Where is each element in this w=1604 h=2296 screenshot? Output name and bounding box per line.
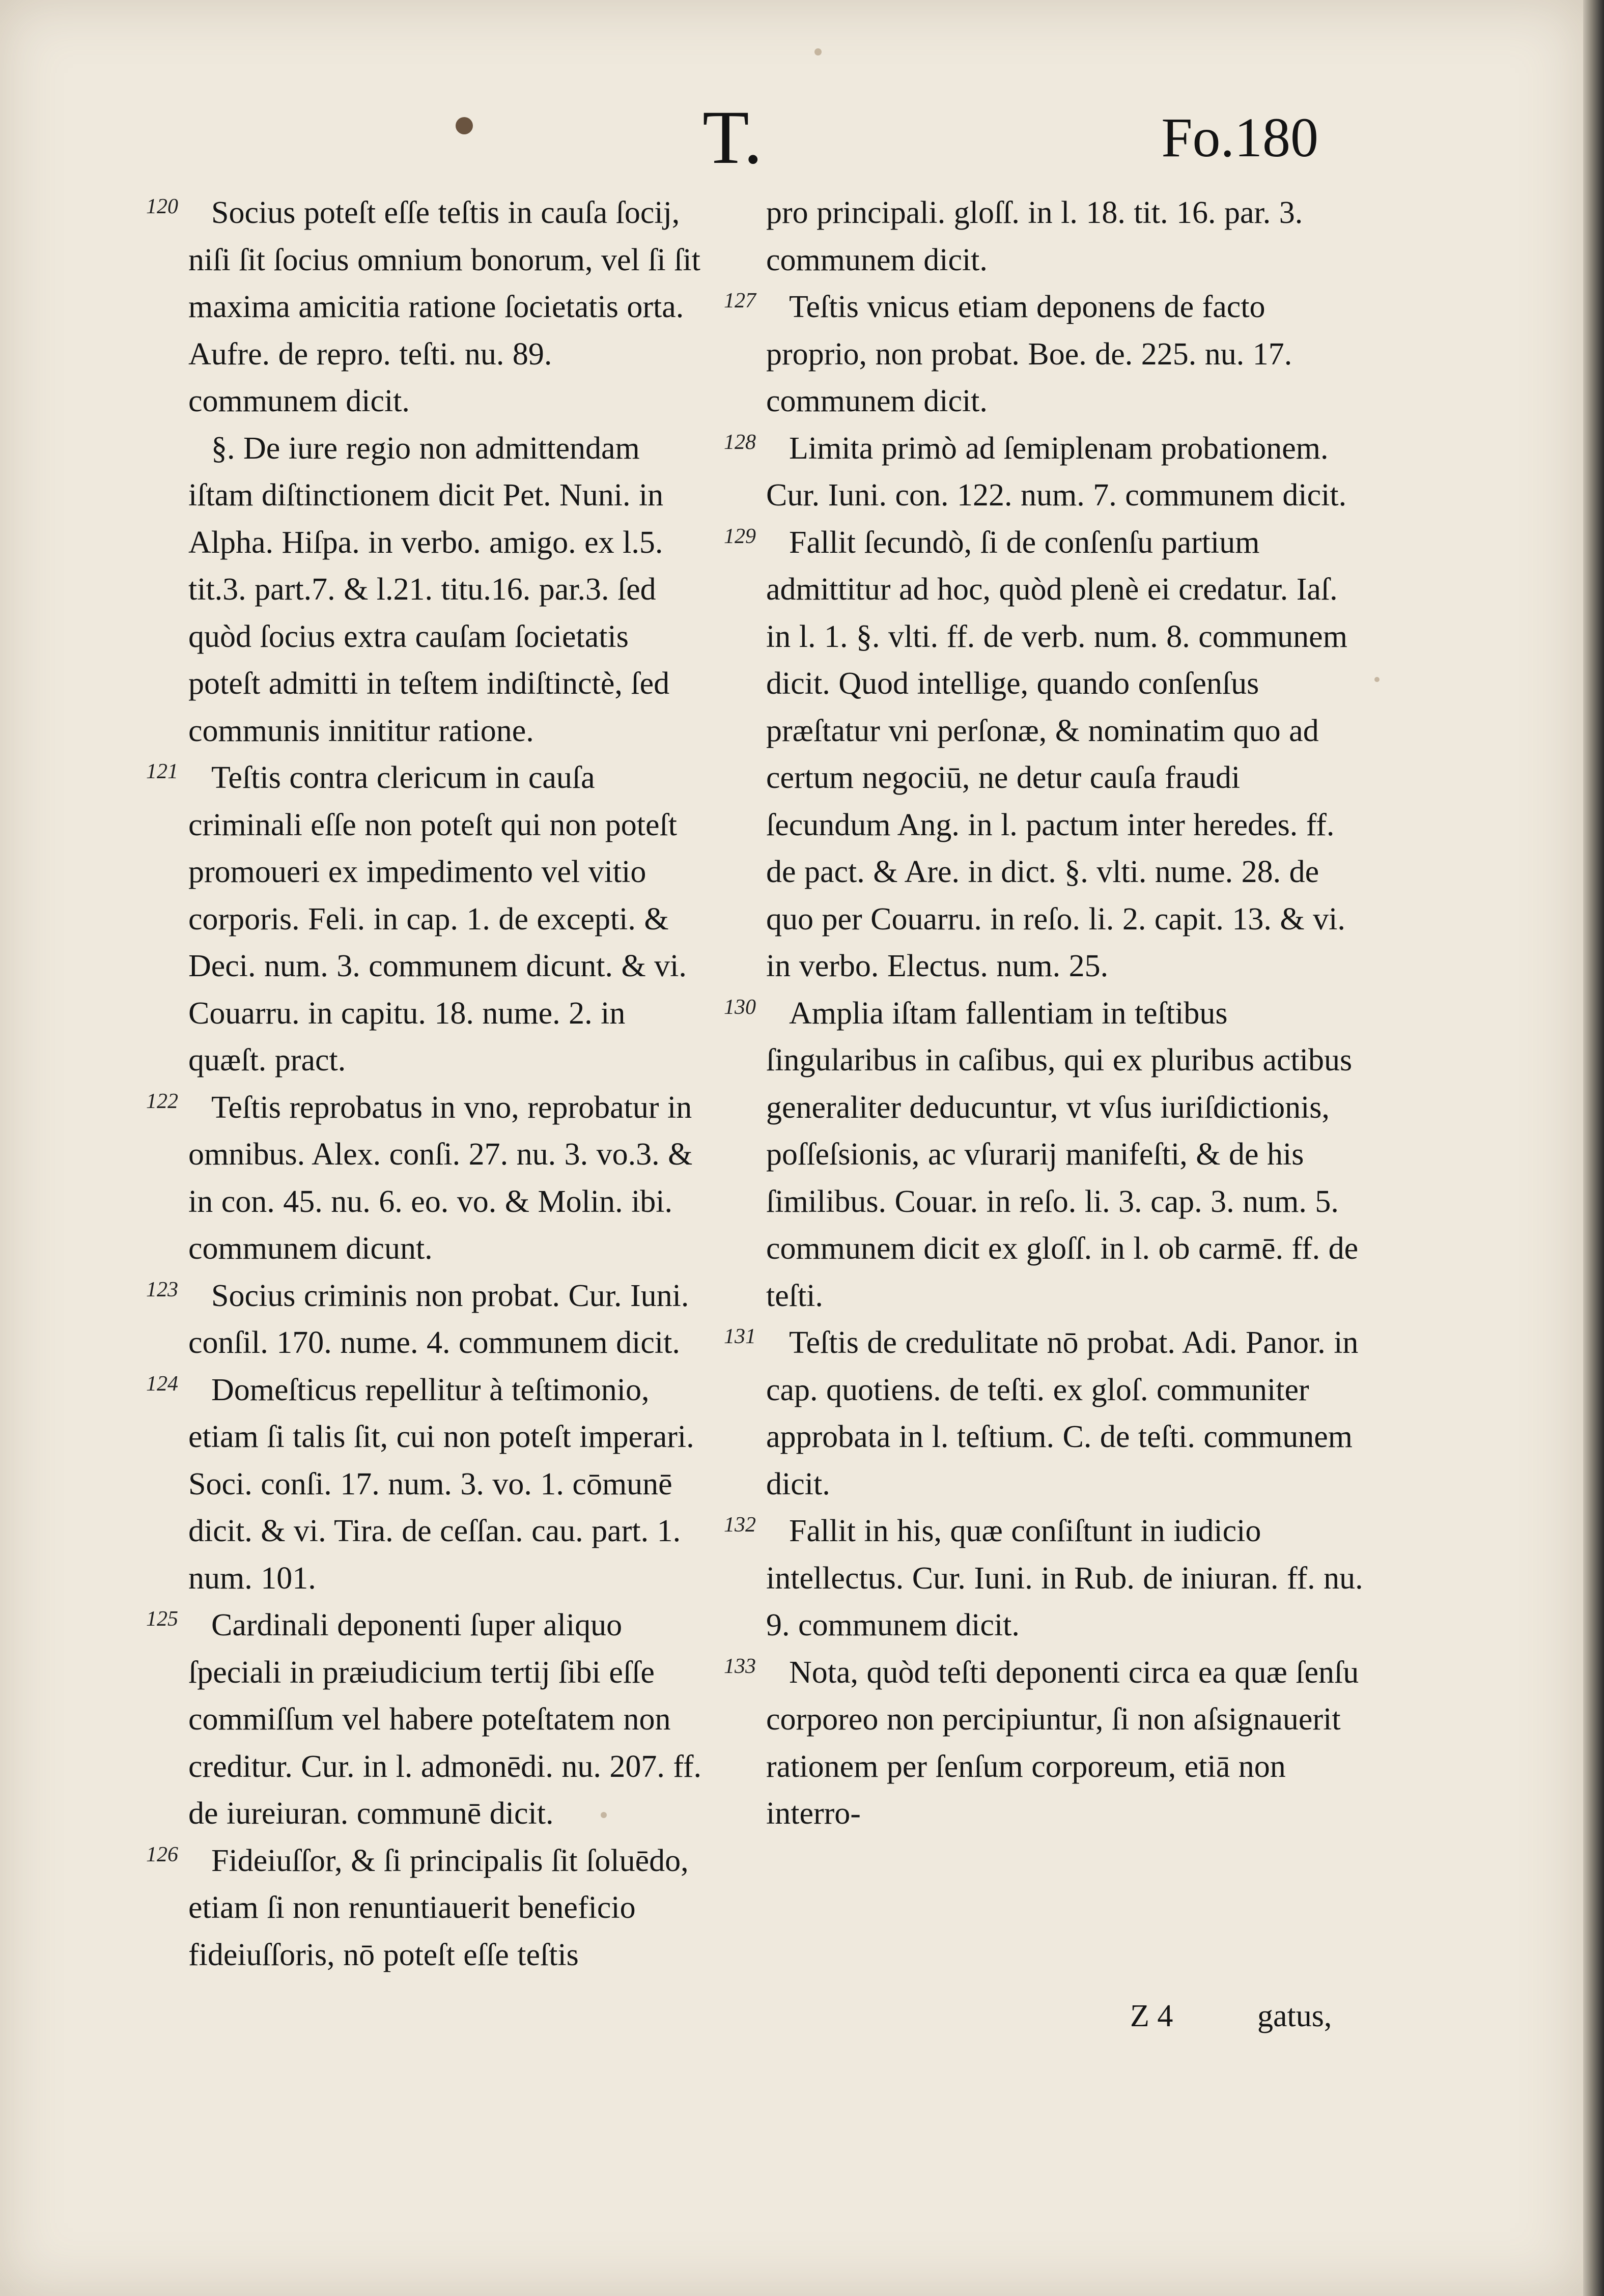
entry-text: Domeſticus repellitur à teſtimonio, etiam ſi talis ſit, cui non poteſt imperari. Soci. conſi. 17. num. 3. vo. 1. cōmunē dicit. & vi. Tira. de ceſſan. cau. part. 1. num. 101. bbox=[188, 1372, 694, 1596]
entry-text: Fallit ſecundò, ſi de conſenſu partium admittitur ad hoc, quòd plenè ei credatur. Iaſ. in l. 1. §. vlti. ff. de verb. num. 8. communem dicit. Quod intellige, quando conſenſus præſtatur vni perſonæ, & nominatim quo ad certum negociū, ne detur cauſa fraudi ſecundum Ang. in l. pactum inter heredes. ff. de pact. & Are. in dict. §. vlti. nume. 28. de quo per Couarru. in reſo. li. 2. capit. 13. & vi. in verbo. Electus. num. 25. bbox=[766, 525, 1347, 983]
catchword: gatus, bbox=[1257, 1999, 1332, 2033]
entry-120 bbox=[146, 189, 708, 425]
entry-number: 128 bbox=[724, 430, 756, 454]
entry-text: Amplia iſtam fallentiam in teſtibus ſingularibus in caſibus, qui ex pluribus actibus generaliter deducuntur, vt vſus iuriſdictionis, poſſeſsionis, ac vſurarij manifeſti, & de his ſimilibus. Couar. in reſo. li. 3. cap. 3. num. 5. communem dicit ex gloſſ. in l. ob carmē. ff. de teſti. bbox=[766, 996, 1359, 1313]
entry-paragraph bbox=[188, 425, 708, 755]
entry-124 bbox=[146, 1367, 708, 1602]
entry-129 bbox=[724, 519, 1367, 990]
page-edge bbox=[1583, 0, 1604, 2296]
entry-128 bbox=[724, 425, 1367, 519]
entry-number: 127 bbox=[724, 289, 756, 313]
folio-number: Fo.180 bbox=[1161, 106, 1318, 168]
entry-121 bbox=[146, 754, 708, 1084]
entry-133 bbox=[724, 1649, 1367, 1837]
entry-text: Cardinali deponenti ſuper aliquo ſpeciali in præiudicium tertij ſibi eſſe commiſſum vel habere poteſtatem non creditur. Cur. in l. admonēdi. nu. 207. ff. de iureiuran. communē dicit. bbox=[188, 1608, 702, 1831]
entry-130 bbox=[724, 990, 1367, 1320]
entry-text: Teſtis reprobatus in vno, reprobatur in omnibus. Alex. conſi. 27. nu. 3. vo.3. & in con. 45. nu. 6. eo. vo. & Molin. ibi. communem dicunt. bbox=[188, 1090, 693, 1266]
entry-123 bbox=[146, 1272, 708, 1367]
entry-number: 126 bbox=[146, 1843, 178, 1866]
entry-text: Teſtis contra clericum in cauſa criminali eſſe non poteſt qui non poteſt promoueri ex impedimento vel vitio corporis. Feli. in cap. 1. de excepti. & Deci. num. 3. communem dicunt. & vi. Couarru. in capitu. 18. nume. 2. in quæſt. pract. bbox=[188, 760, 687, 1078]
entry-text: Socius poteſt eſſe teſtis in cauſa ſocij, niſi ſit ſocius omnium bonorum, vel ſi ſit maxima amicitia ratione ſocietatis orta. Aufre. de repro. teſti. nu. 89. communem dicit. bbox=[188, 195, 700, 418]
entry-number: 122 bbox=[146, 1089, 178, 1113]
entry-text: pro principali. gloſſ. in l. 18. tit. 16. par. 3. communem dicit. bbox=[766, 195, 1303, 277]
entry-132 bbox=[724, 1508, 1367, 1649]
entry-number: 125 bbox=[146, 1607, 178, 1631]
entry-text: Teſtis de credulitate nō probat. Adi. Panor. in cap. quotiens. de teſti. ex gloſ. communiter approbata in l. teſtium. C. de teſti. communem dicit. bbox=[766, 1325, 1359, 1501]
entry-number: 132 bbox=[724, 1513, 756, 1537]
entry-number: 130 bbox=[724, 995, 756, 1019]
right-column bbox=[724, 189, 1367, 1837]
entry-text: Socius criminis non probat. Cur. Iuni. conſil. 170. nume. 4. communem dicit. bbox=[188, 1278, 689, 1360]
entry-number: 129 bbox=[724, 524, 756, 548]
entry-127 bbox=[724, 284, 1367, 425]
entry-continuation bbox=[766, 189, 1367, 284]
entry-text: Teſtis vnicus etiam deponens de facto proprio, non probat. Boe. de. 225. nu. 17. communem dicit. bbox=[766, 290, 1292, 418]
entry-131 bbox=[724, 1319, 1367, 1508]
entry-text: Fallit in his, quæ conſiſtunt in iudicio intellectus. Cur. Iuni. in Rub. de iniuran. ff. nu. 9. communem dicit. bbox=[766, 1514, 1363, 1642]
entry-number: 123 bbox=[146, 1278, 178, 1301]
left-column bbox=[146, 189, 708, 1978]
entry-number: 120 bbox=[146, 195, 178, 218]
entry-125 bbox=[146, 1602, 708, 1837]
entry-number: 131 bbox=[724, 1325, 756, 1348]
entry-text: Limita primò ad ſemiplenam probationem. Cur. Iuni. con. 122. num. 7. communem dicit. bbox=[766, 431, 1347, 513]
entry-number: 133 bbox=[724, 1654, 756, 1678]
entry-text: §. De iure regio non admittendam iſtam diſtinctionem dicit Pet. Nuni. in Alpha. Hiſpa. in verbo. amigo. ex l.5. tit.3. part.7. & l.21. titu.16. par.3. ſed quòd ſocius extra cauſam ſocietatis poteſt admitti in teſtem indiſtinctè, ſed communis innititur ratione. bbox=[188, 431, 670, 748]
running-head-letter: T. bbox=[702, 95, 763, 180]
entry-122 bbox=[146, 1084, 708, 1272]
entry-text: Nota, quòd teſti deponenti circa ea quæ ſenſu corporeo non percipiuntur, ſi non aſsignauerit rationem per ſenſum corporeum, etiā non interro- bbox=[766, 1655, 1359, 1831]
signature-mark: Z 4 bbox=[1130, 1999, 1173, 2033]
entry-number: 124 bbox=[146, 1372, 178, 1396]
entry-number: 121 bbox=[146, 760, 178, 783]
entry-126 bbox=[146, 1837, 708, 1979]
entry-text: Fideiuſſor, & ſi principalis ſit ſoluēdo, etiam ſi non renuntiauerit beneficio fideiuſſoris, nō poteſt eſſe teſtis bbox=[188, 1843, 689, 1972]
ink-dot bbox=[456, 117, 473, 134]
